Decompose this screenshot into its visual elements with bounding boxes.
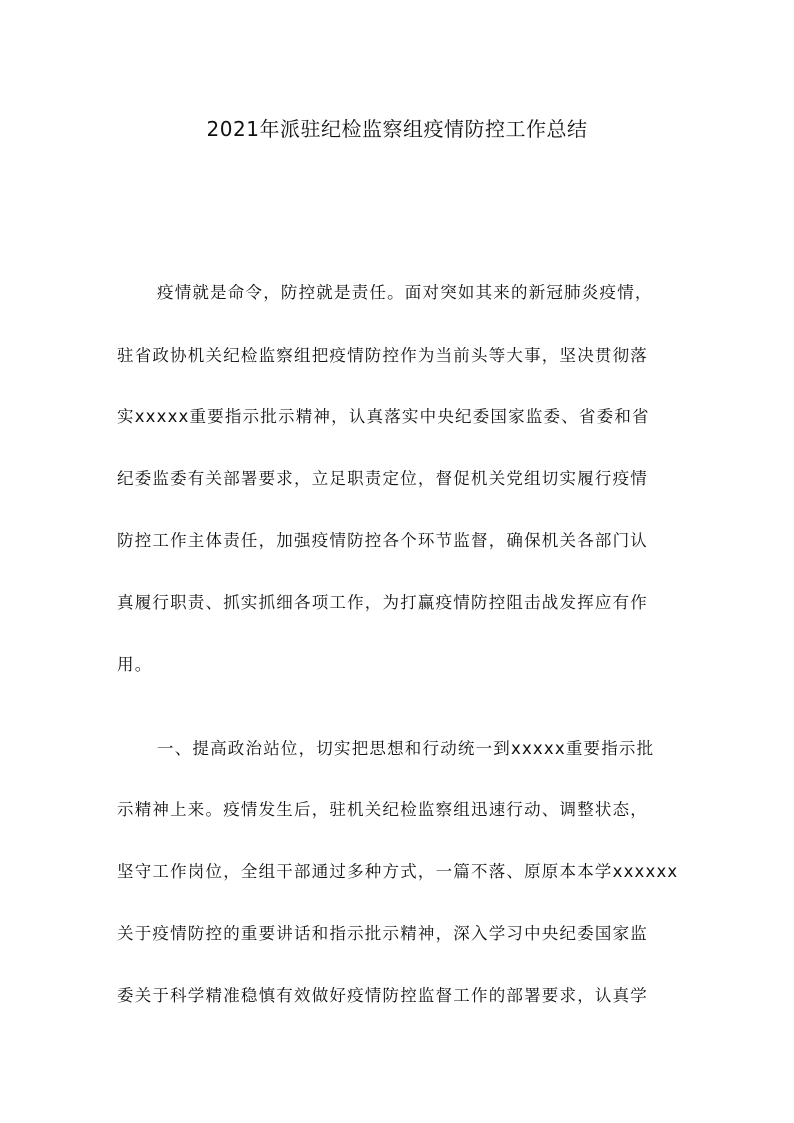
paragraph-1-line-5: 防控工作主体责任，加强疫情防控各个环节监督，确保机关各部门认 bbox=[117, 531, 648, 550]
document-title: 2021年派驻纪检监察组疫情防控工作总结 bbox=[206, 117, 588, 141]
paragraph-2-line-3: 坚守工作岗位，全组干部通过多种方式，一篇不落、原原本本学xxxxxx bbox=[117, 862, 679, 881]
paragraph-1-line-7: 用。 bbox=[117, 655, 153, 674]
paragraph-2-line-1: 一、提高政治站位，切实把思想和行动统一到xxxxx重要指示批 bbox=[157, 739, 655, 758]
paragraph-1-line-4: 纪委监委有关部署要求，立足职责定位，督促机关党组切实履行疫情 bbox=[117, 469, 648, 488]
paragraph-1-line-1: 疫情就是命令，防控就是责任。面对突如其来的新冠肺炎疫情， bbox=[157, 283, 653, 302]
paragraph-1-line-3: 实xxxxx重要指示批示精神，认真落实中央纪委国家监委、省委和省 bbox=[117, 407, 650, 426]
paragraph-2-line-2: 示精神上来。疫情发生后，驻机关纪检监察组迅速行动、调整状态， bbox=[117, 800, 648, 819]
paragraph-1-line-2: 驻省政协机关纪检监察组把疫情防控作为当前头等大事，坚决贯彻落 bbox=[117, 346, 648, 365]
paragraph-2-line-5: 委关于科学精准稳慎有效做好疫情防控监督工作的部署要求，认真学 bbox=[117, 986, 648, 1005]
paragraph-1-line-6: 真履行职责、抓实抓细各项工作，为打赢疫情防控阻击战发挥应有作 bbox=[117, 593, 648, 612]
paragraph-2-line-4: 关于疫情防控的重要讲话和指示批示精神，深入学习中央纪委国家监 bbox=[117, 924, 648, 943]
